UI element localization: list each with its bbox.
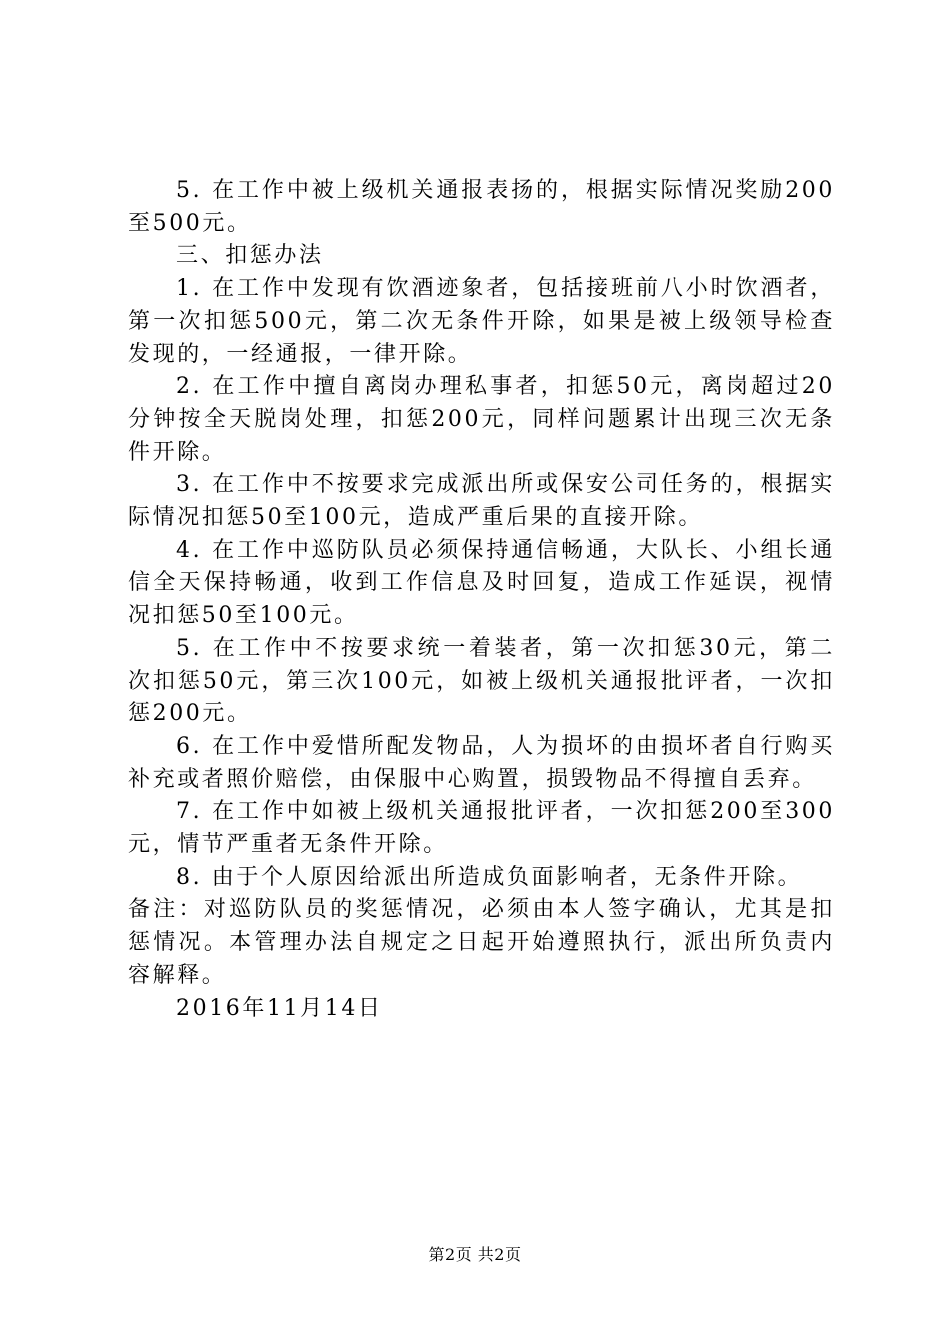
paragraph-reward-5: 5. 在工作中被上级机关通报表扬的，根据实际情况奖励200至500元。 <box>128 178 835 236</box>
document-body <box>128 175 835 1025</box>
paragraph-penalty-5: 5. 在工作中不按要求统一着装者，第一次扣惩30元，第二次扣惩50元，第三次100元，如被上级机关通报批评者，一次扣惩200元。 <box>128 635 835 727</box>
page-footer <box>0 1245 950 1265</box>
paragraph-penalty-6: 6. 在工作中爱惜所配发物品，人为损坏的由损坏者自行购买补充或者照价赔偿，由保服中心购置，损毁物品不得擅自丢弃。 <box>128 733 835 792</box>
paragraph-penalty-2: 2. 在工作中擅自离岗办理私事者，扣惩50元，离岗超过20分钟按全天脱岗处理，扣惩200元，同样问题累计出现三次无条件开除。 <box>128 374 835 465</box>
paragraph-penalty-1: 1. 在工作中发现有饮酒迹象者，包括接班前八小时饮酒者，第一次扣惩500元，第二次无条件开除，如果是被上级领导检查发现的，一经通报，一律开除。 <box>128 276 835 367</box>
section-heading-penalty: 三、扣惩办法 <box>176 243 324 269</box>
paragraph-penalty-3: 3. 在工作中不按要求完成派出所或保安公司任务的，根据实际情况扣惩50至100元，造成严重后果的直接开除。 <box>128 472 835 531</box>
paragraph-penalty-7: 7. 在工作中如被上级机关通报批评者，一次扣惩200至300元，情节严重者无条件开除。 <box>128 799 835 858</box>
paragraph-penalty-8: 8. 由于个人原因给派出所造成负面影响者，无条件开除。 <box>176 864 803 890</box>
page-number-label: 第2页 共2页 <box>428 1245 522 1264</box>
paragraph-penalty-4: 4. 在工作中巡防队员必须保持通信畅通，大队长、小组长通信全天保持畅通，收到工作信息及时回复，造成工作延误，视情况扣惩50至100元。 <box>128 537 835 629</box>
paragraph-remarks: 备注：对巡防队员的奖惩情况，必须由本人签字确认，尤其是扣惩情况。本管理办法自规定之日起开始遵照执行，派出所负责内容解释。 <box>128 897 835 988</box>
document-date: 2016年11月14日 <box>176 995 383 1021</box>
